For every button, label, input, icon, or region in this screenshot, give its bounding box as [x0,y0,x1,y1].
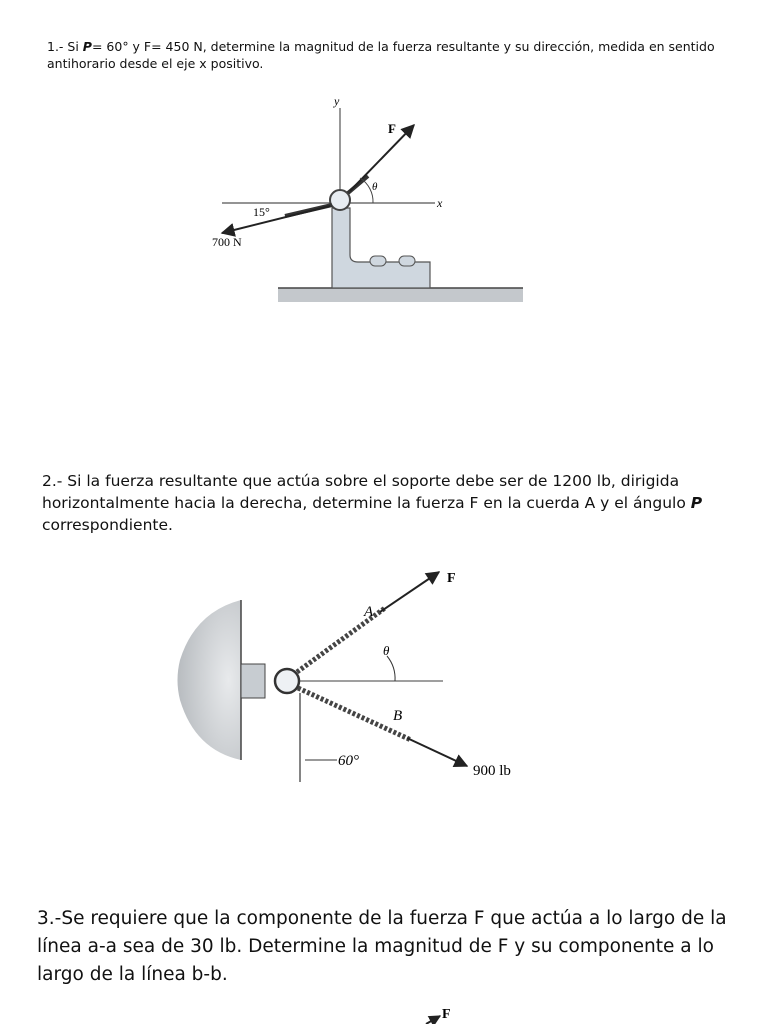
eye-ring [275,669,299,693]
x-axis-label: x [437,196,443,210]
load-700n-label: 700 N [212,235,242,249]
angle-15-label: 15° [253,205,270,219]
angle-60-label: 60° [338,753,359,769]
problem-1-figure [200,90,530,305]
theta-arc [387,656,395,681]
force-f-arrow [426,1016,440,1024]
load-700n-arrow [222,206,330,233]
problem-3-statement: 3.-Se requiere que la componente de la fuerza F que actúa a lo largo de la línea a-a sea de 30 lb. Determine la magnitud de F y su componente a lo largo de la línea b-b. [37,908,727,985]
load-900lb-label: 900 lb [473,763,511,779]
problem-1-text-suffix: = 60° y F= 450 N, determine la magnitud de la fuerza resultante y su dirección, medida en sentido antihorario desde el eje x positivo. [47,39,715,71]
force-f-label: F [388,121,396,136]
bolt-2 [399,256,415,266]
force-f-arrow [380,572,439,612]
problem-1-statement [47,38,737,72]
problem-1-variable: P [82,39,92,54]
problem-2-variable: P [690,494,703,512]
load-900lb-arrow [407,738,467,766]
ground-surface [278,288,523,302]
wall-mount [241,664,265,698]
force-f-arrow [350,125,414,191]
problem-1-text-prefix: 1.- Si [47,39,83,54]
force-f-label: F [442,1007,451,1022]
problem-2-text-prefix: 2.- Si la fuerza resultante que actúa sobre el soporte debe ser de 1200 lb, dirigida horizontalmente hacia la derecha, determine la fuerza F en la cuerda A y el ángulo [42,472,691,512]
eye-ring [330,190,350,210]
problem-2-text-suffix: correspondiente. [42,516,173,534]
bolt-1 [370,256,386,266]
force-f-label: F [447,571,456,586]
problem-2-statement [42,470,742,536]
theta-label: θ [372,181,378,193]
theta-label: θ [383,643,390,658]
wall [178,600,242,760]
problem-2-figure [175,560,555,790]
cable-a-label: A [364,604,374,620]
support-bracket [332,208,430,288]
y-axis-label: y [334,94,340,108]
cable-b-label: B [393,708,403,724]
problem-3-figure [420,1000,480,1024]
